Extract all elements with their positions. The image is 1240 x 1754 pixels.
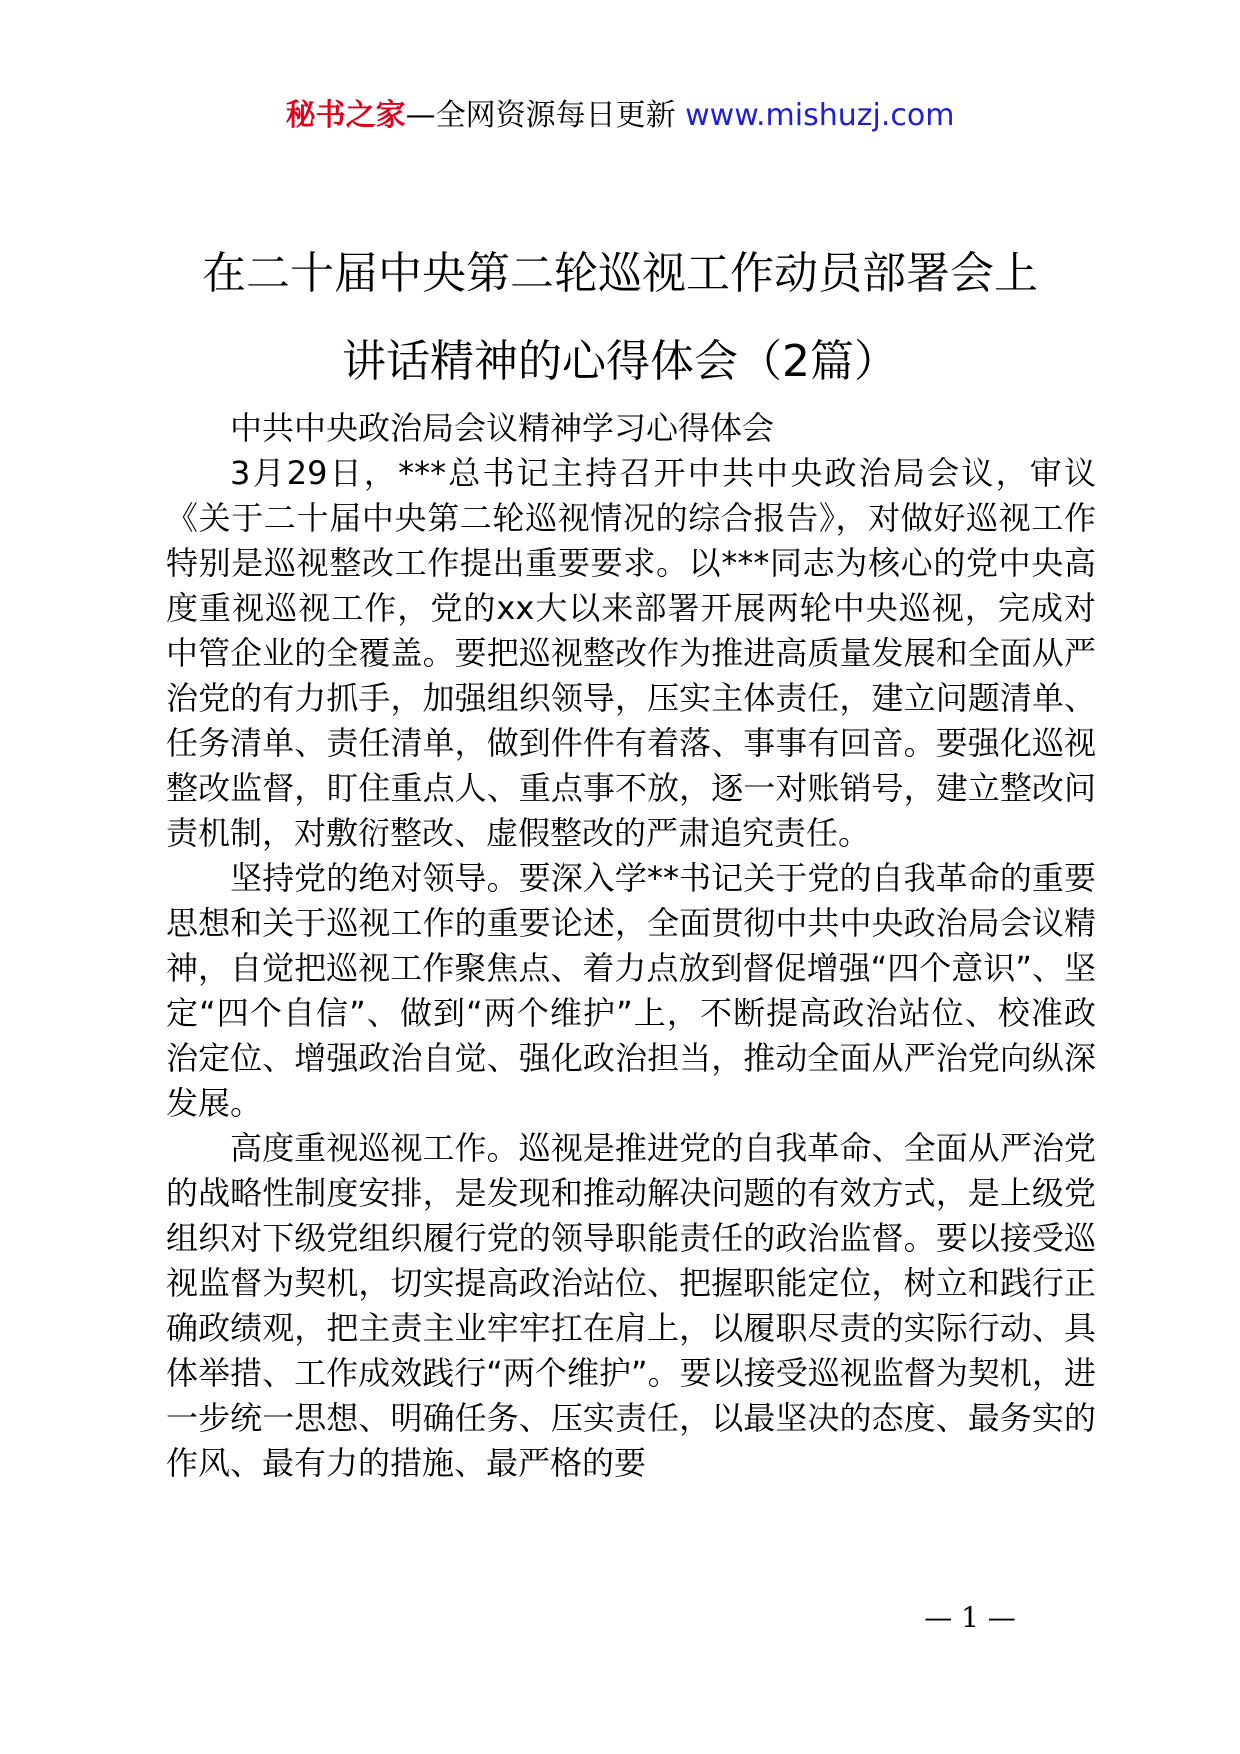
brand-name: 秘书之家 <box>285 98 406 133</box>
site-url-link[interactable]: www.mishuzj.com <box>685 98 955 133</box>
document-title-line-1: 在二十届中央第二轮巡视工作动员部署会上 <box>202 248 1038 299</box>
document-title-line-2: 讲话精神的心得体会（2篇） <box>342 336 898 387</box>
banner-slogan: —全网资源每日更新 <box>405 98 676 133</box>
body-paragraph: 高度重视巡视工作。巡视是推进党的自我革命、全面从严治党的战略性制度安排，是发现和推动解决问题的有效方式，是上级党组织对下级党组织履行党的领导职能责任的政治监督。要以接受巡视监督为契机，切实提高政治站位、把握职能定位，树立和践行正确政绩观，把主责主业牢牢扛在肩上，以履职尽责的实际行动、具体举措、工作成效践行“两个维护”。要以接受巡视监督为契机，进一步统一思想、明确任务、压实责任，以最坚决的态度、最务实的作风、最有力的措施、最严格的要 <box>166 1129 1096 1482</box>
site-banner <box>0 96 1240 136</box>
body-paragraph: 3月29日，***总书记主持召开中共中央政治局会议，审议《关于二十届中央第二轮巡视情况的综合报告》，对做好巡视工作特别是巡视整改工作提出重要要求。以***同志为核心的党中央高度重视巡视工作，党的xx大以来部署开展两轮中央巡视，完成对中管企业的全覆盖。要把巡视整改作为推进高质量发展和全面从严治党的有力抓手，加强组织领导，压实主体责任，建立问题清单、任务清单、责任清单，做到件件有着落、事事有回音。要强化巡视整改监督，盯住重点人、重点事不放，逐一对账销号，建立整改问责机制，对敷衍整改、虚假整改的严肃追究责任。 <box>166 454 1096 852</box>
document-body <box>166 406 1096 1486</box>
body-paragraph: 坚持党的绝对领导。要深入学**书记关于党的自我革命的重要思想和关于巡视工作的重要论述，全面贯彻中共中央政治局会议精神，自觉把巡视工作聚焦点、着力点放到督促增强“四个意识”、坚定“四个自信”、做到“两个维护”上，不断提高政治站位、校准政治定位、增强政治自觉、强化政治担当，推动全面从严治党向纵深发展。 <box>166 859 1096 1122</box>
subtitle-paragraph: 中共中央政治局会议精神学习心得体会 <box>230 409 775 447</box>
page-number: — 1 — <box>924 1601 1016 1634</box>
